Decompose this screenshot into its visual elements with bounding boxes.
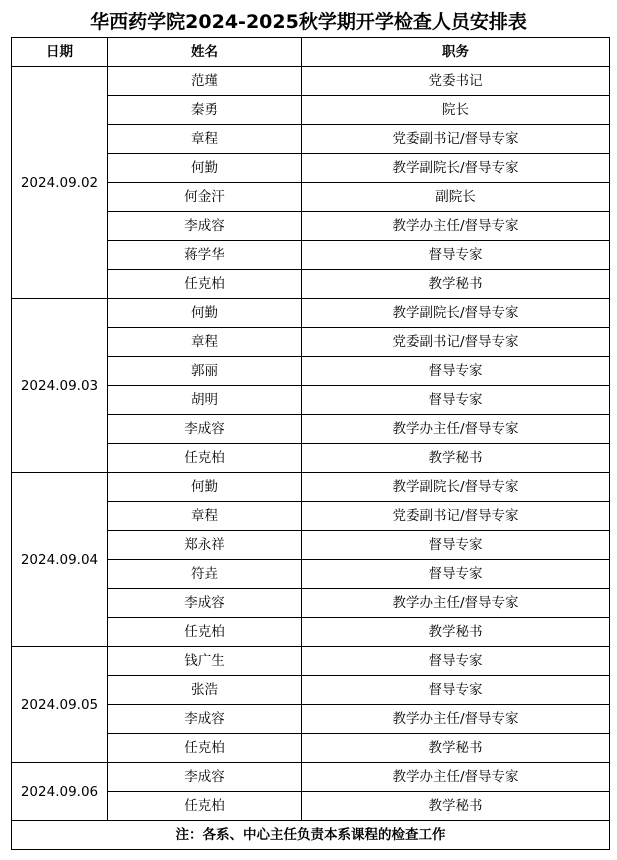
role-cell: 教学办主任/督导专家	[302, 212, 610, 241]
role-cell: 党委书记	[302, 67, 610, 96]
name-cell: 章程	[108, 328, 302, 357]
date-cell: 2024.09.04	[12, 473, 108, 647]
role-cell: 教学副院长/督导专家	[302, 154, 610, 183]
role-cell: 督导专家	[302, 531, 610, 560]
name-cell: 张浩	[108, 676, 302, 705]
name-cell: 李成容	[108, 415, 302, 444]
table-header-row	[12, 38, 610, 67]
role-cell: 教学秘书	[302, 734, 610, 763]
page-title: 华西药学院2024-2025秋学期开学检查人员安排表	[90, 11, 527, 33]
role-cell: 督导专家	[302, 386, 610, 415]
name-cell: 范瑾	[108, 67, 302, 96]
name-cell: 郑永祥	[108, 531, 302, 560]
role-cell: 督导专家	[302, 647, 610, 676]
table-row	[12, 299, 610, 328]
name-cell: 何勤	[108, 473, 302, 502]
name-cell: 秦勇	[108, 96, 302, 125]
role-cell: 党委副书记/督导专家	[302, 328, 610, 357]
role-cell: 督导专家	[302, 560, 610, 589]
role-cell: 党委副书记/督导专家	[302, 125, 610, 154]
name-cell: 何金汗	[108, 183, 302, 212]
name-cell: 李成容	[108, 763, 302, 792]
name-cell: 胡明	[108, 386, 302, 415]
column-header-date: 日期	[12, 38, 108, 67]
role-cell: 教学秘书	[302, 618, 610, 647]
name-cell: 符垚	[108, 560, 302, 589]
role-cell: 教学办主任/督导专家	[302, 763, 610, 792]
table-row	[12, 67, 610, 96]
role-cell: 教学秘书	[302, 270, 610, 299]
role-cell: 院长	[302, 96, 610, 125]
date-cell: 2024.09.03	[12, 299, 108, 473]
name-cell: 钱广生	[108, 647, 302, 676]
role-cell: 教学办主任/督导专家	[302, 705, 610, 734]
name-cell: 章程	[108, 502, 302, 531]
role-cell: 副院长	[302, 183, 610, 212]
name-cell: 任克柏	[108, 270, 302, 299]
name-cell: 任克柏	[108, 618, 302, 647]
name-cell: 郭丽	[108, 357, 302, 386]
role-cell: 教学办主任/督导专家	[302, 415, 610, 444]
note-row	[12, 821, 610, 850]
date-cell: 2024.09.02	[12, 67, 108, 299]
table-row	[12, 763, 610, 792]
role-cell: 督导专家	[302, 241, 610, 270]
role-cell: 教学秘书	[302, 792, 610, 821]
role-cell: 督导专家	[302, 676, 610, 705]
name-cell: 蒋学华	[108, 241, 302, 270]
schedule-table	[11, 37, 610, 850]
role-cell: 教学副院长/督导专家	[302, 473, 610, 502]
date-cell: 2024.09.06	[12, 763, 108, 821]
name-cell: 何勤	[108, 299, 302, 328]
name-cell: 任克柏	[108, 792, 302, 821]
role-cell: 教学副院长/督导专家	[302, 299, 610, 328]
column-header-name: 姓名	[108, 38, 302, 67]
date-cell: 2024.09.05	[12, 647, 108, 763]
name-cell: 任克柏	[108, 444, 302, 473]
name-cell: 李成容	[108, 705, 302, 734]
column-header-role: 职务	[302, 38, 610, 67]
table-row	[12, 473, 610, 502]
name-cell: 章程	[108, 125, 302, 154]
role-cell: 教学办主任/督导专家	[302, 589, 610, 618]
role-cell: 党委副书记/督导专家	[302, 502, 610, 531]
footnote: 注：各系、中心主任负责本系课程的检查工作	[12, 821, 610, 850]
role-cell: 督导专家	[302, 357, 610, 386]
schedule-body	[12, 67, 610, 821]
role-cell: 教学秘书	[302, 444, 610, 473]
name-cell: 何勤	[108, 154, 302, 183]
name-cell: 李成容	[108, 589, 302, 618]
name-cell: 李成容	[108, 212, 302, 241]
table-row	[12, 647, 610, 676]
name-cell: 任克柏	[108, 734, 302, 763]
